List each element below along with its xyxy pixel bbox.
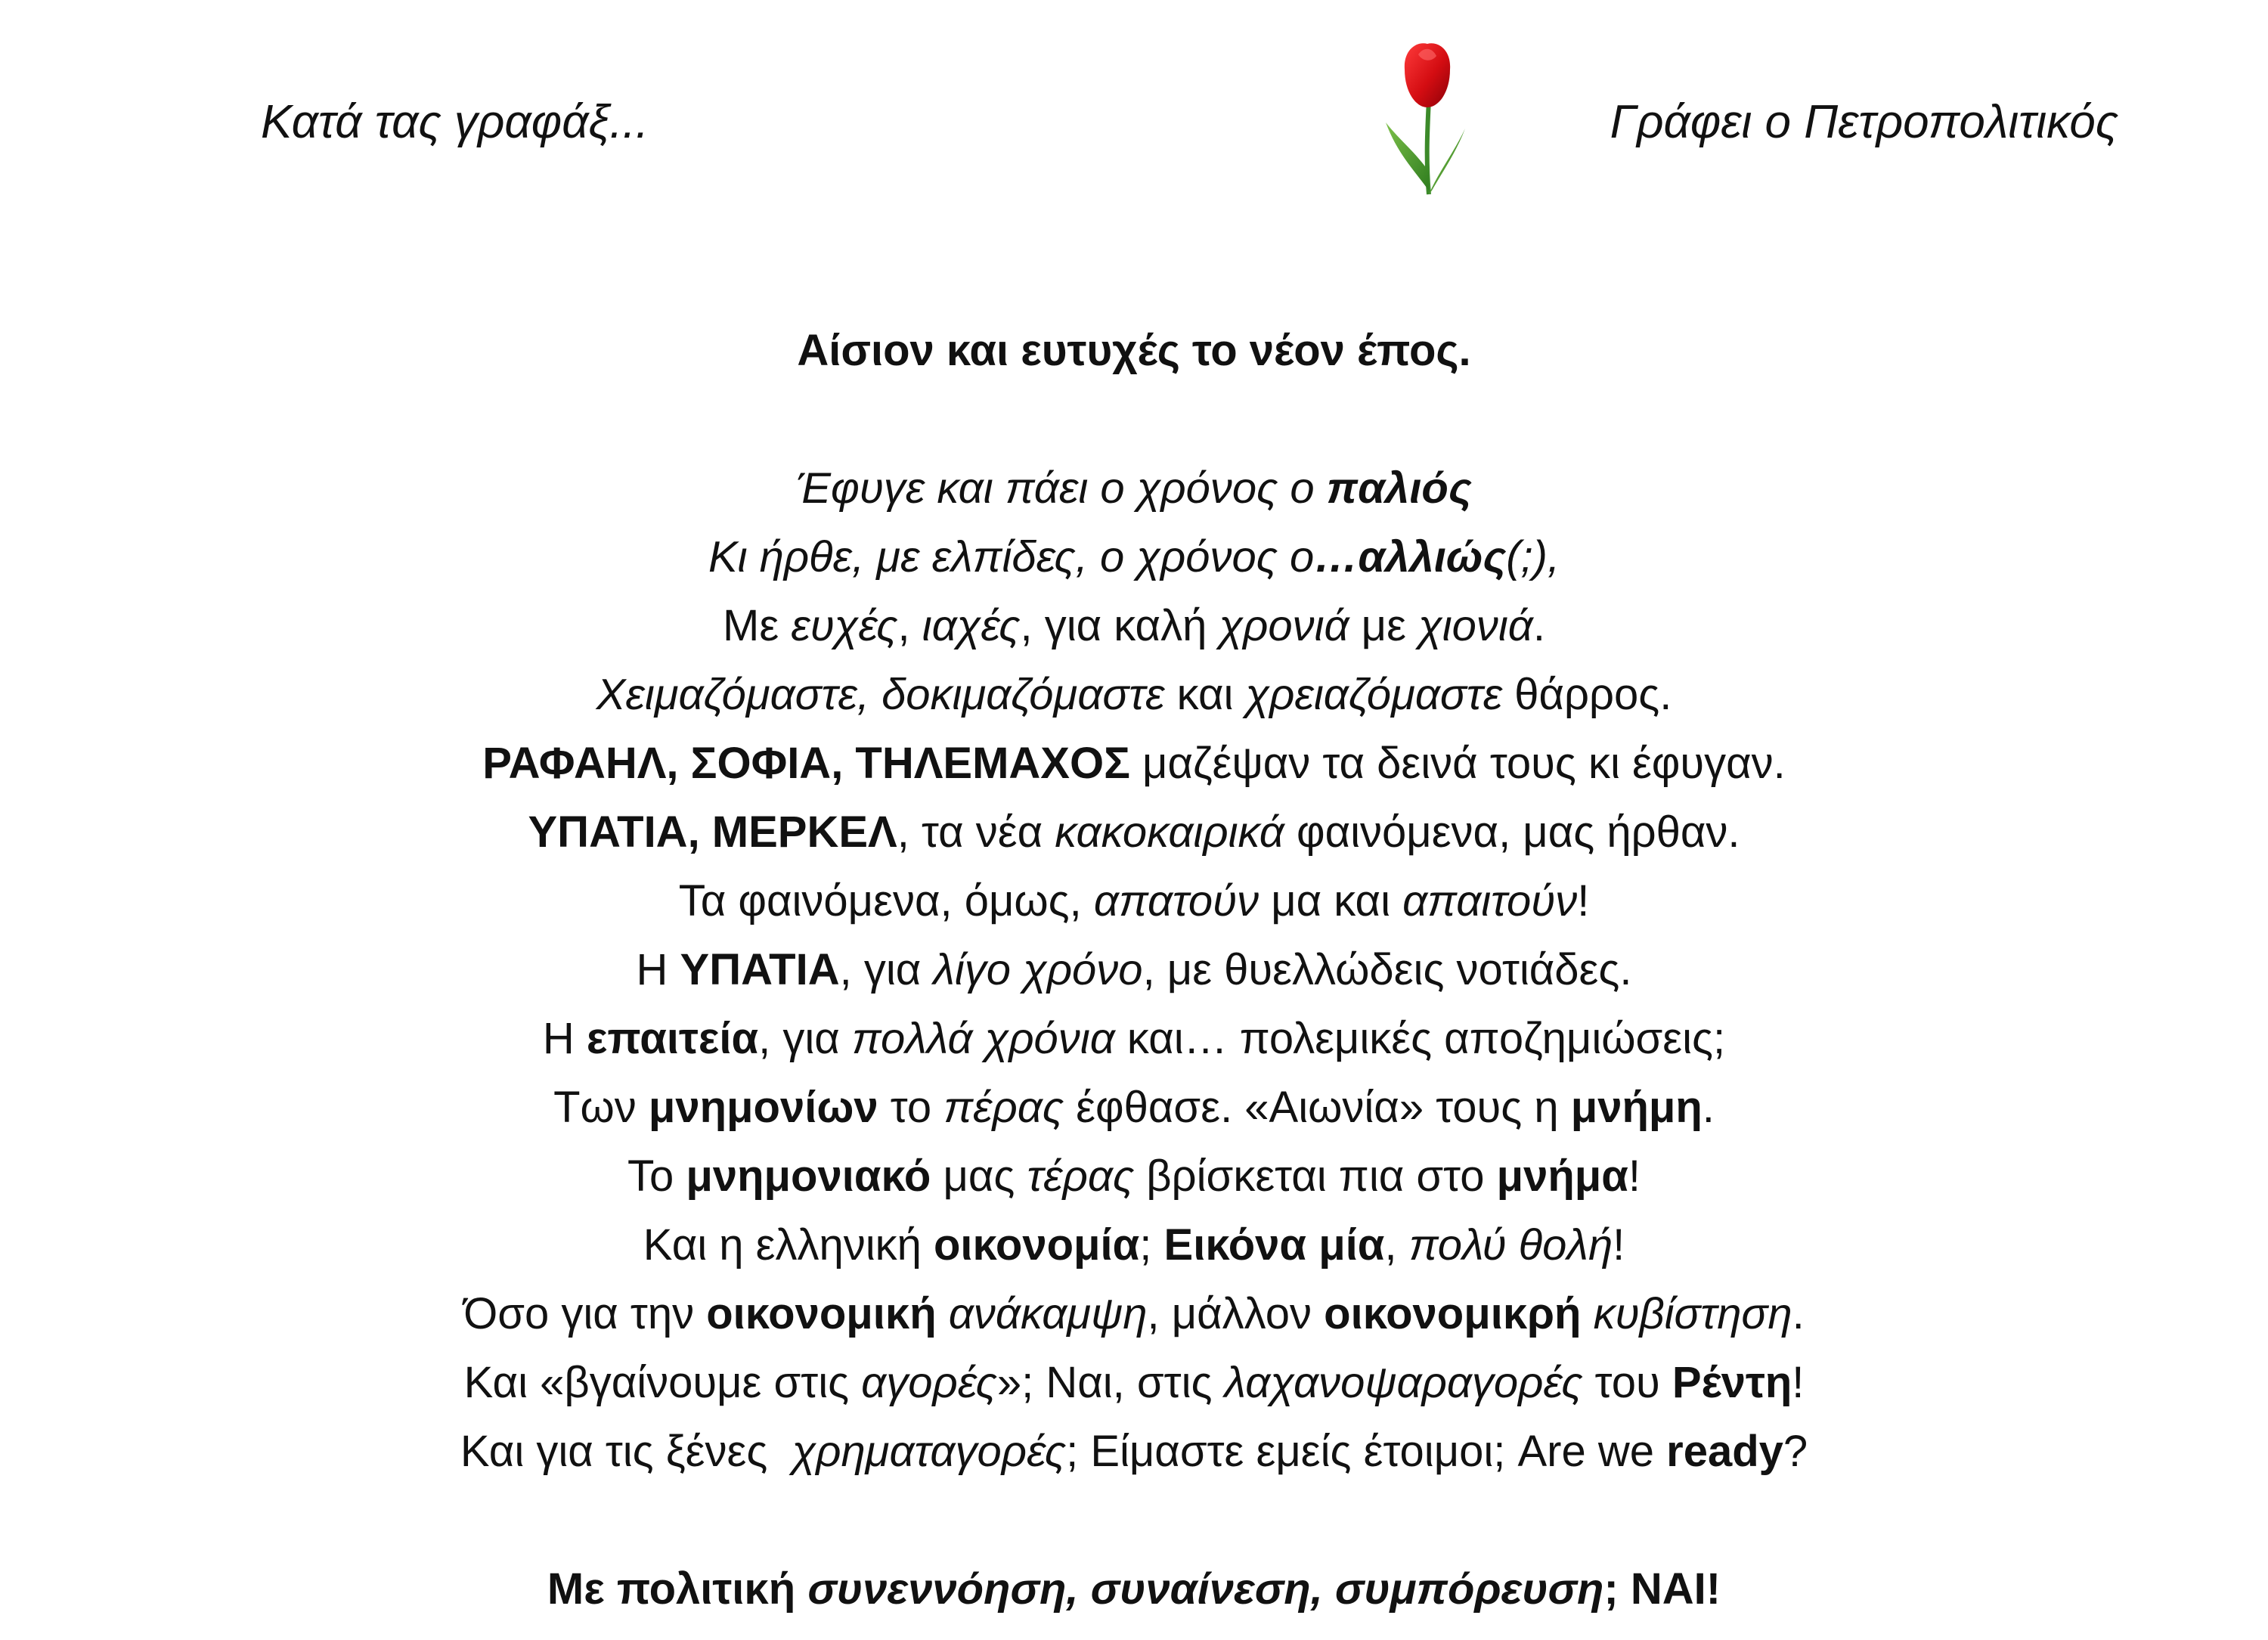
poem-line: Έφυγε και πάει ο χρόνος ο παλιός [796, 463, 1472, 513]
poem-line: Και η ελληνική οικονομία; Εικόνα μία, πολύ θολή! [643, 1220, 1625, 1270]
document-title: Αίσιον και ευτυχές το νέον έπος. [797, 326, 1471, 375]
header-right-text: Γράφει ο Πετροπολιτικός [1610, 96, 2118, 148]
poem-line: Η επαιτεία, για πολλά χρόνια και… πολεμικές αποζημιώσεις; [542, 1014, 1726, 1063]
tulip-icon [1382, 39, 1473, 198]
poem-line: Η ΥΠΑΤΙΑ, για λίγο χρόνο, με θυελλώδεις νοτιάδες. [636, 945, 1632, 994]
poem-line: Τα φαινόμενα, όμως, απατούν μα και απαιτούν! [678, 876, 1590, 925]
poem-line: Με ευχές, ιαχές, για καλή χρονιά με χιονιά. [723, 601, 1545, 650]
poem-line: Των μνημονίων το πέρας έφθασε. «Αιωνία» τους η μνήμη. [553, 1083, 1715, 1132]
poem-line: ΥΠΑΤΙΑ, ΜΕΡΚΕΛ, τα νέα κακοκαιρικά φαινόμενα, μας ήρθαν. [528, 808, 1740, 857]
poem-line: Και για τις ξένες χρηματαγορές; Είμαστε εμείς έτοιμοι; Are we ready? [460, 1427, 1808, 1476]
poem-line: Το μνημονιακό μας τέρας βρίσκεται πια στο μνήμα! [627, 1152, 1641, 1201]
header-left-text: Κατά τας γραφάξ... [261, 96, 649, 148]
poem-line: Όσο για την οικονομική ανάκαμψη, μάλλον οικονομικρή κυβίστηση. [463, 1289, 1805, 1338]
poem-line: ΡΑΦΑΗΛ, ΣΟΦΙΑ, ΤΗΛΕΜΑΧΟΣ μαζέψαν τα δεινά τους κι έφυγαν. [482, 739, 1786, 788]
poem-line: Και «βγαίνουμε στις αγορές»; Ναι, στις λαχανοψαραγορές του Ρέντη! [463, 1358, 1805, 1407]
closing-line: Με πολιτική συνεννόηση, συναίνεση, συμπόρευση; ΝΑΙ! [547, 1564, 1721, 1614]
poem-line: Χειμαζόμαστε, δοκιμαζόμαστε και χρειαζόμαστε θάρρος. [596, 670, 1672, 719]
document-body [0, 316, 2268, 1623]
poem-line: Κι ήρθε, με ελπίδες, ο χρόνος ο…αλλιώς(;), [708, 532, 1560, 581]
